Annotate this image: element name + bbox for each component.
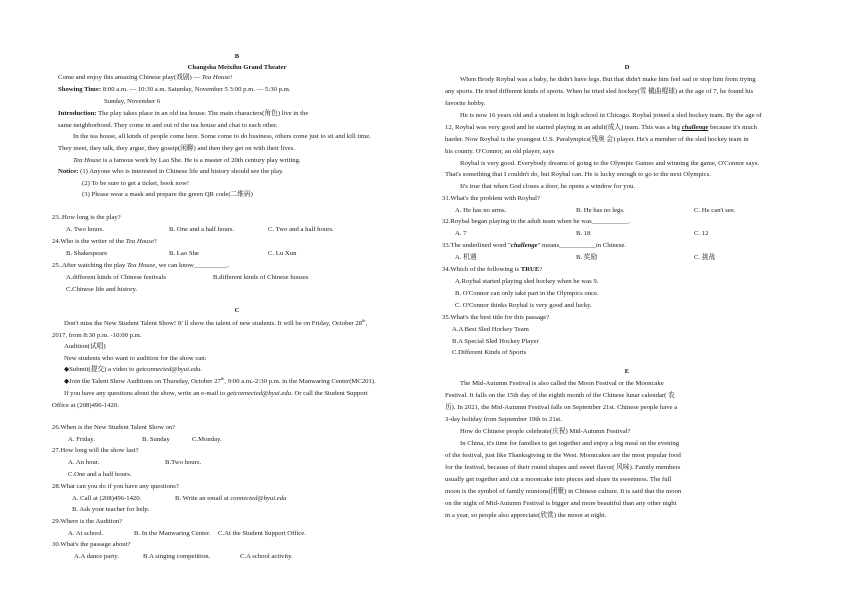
showing-time: Showing Time: 8:00 a.m. — 10:30 a.m. Saturday, November 5 3:00 p.m. — 5:30 p.m. [58,86,291,93]
question-31: 31.What's the problem with Roybal? [442,195,540,202]
q24-option-b: B. Lao She [169,250,199,257]
question-32: 32.Roybal began playing in the adult team when he was___________. [442,218,631,225]
q26-option-a: A. Friday. [68,436,95,443]
q30-option-c: C.A school activity. [240,553,293,560]
q32-option-b: B. 18 [576,230,591,237]
showing-day: Sunday, November 6 [104,98,161,105]
q27-option-a: A. An hour. [68,459,100,466]
question-23: 23..How long is the play? [52,214,121,221]
q27-option-c: C.One and a half hours. [68,471,132,478]
question-34: 34.Which of the following is TRUE? [442,266,543,273]
q30-option-a: A.A dance party. [74,553,119,560]
q26-option-c: C.Monday. [192,436,222,443]
q23-option-a: A. Two hours. [66,226,105,233]
q28-option-a: A. Call at (208)496-1420. [72,495,142,502]
question-26: 26.When is the New Student Talent Show on? [52,424,176,431]
q34-option-c: C. O'Connor thinks Roybal is very good and lucky. [455,302,592,309]
passage-d-para4: It's true that when God closes a door, he opens a window for you. [460,183,635,190]
q24-option-c: C. Lu Xun [268,250,297,257]
passage-e-para1: The Mid-Autumn Festival is also called the Moon Festival or the Mooncake [460,380,664,387]
q28-option-c: B. Ask your teacher for help. [72,506,150,513]
passage-b-para2-line2: They meet, they talk, they argue, they gossip(闲聊) and then they get on with their lives. [58,145,296,152]
passage-d-letter: D [624,64,630,71]
q33-option-a: A. 机遇 [455,254,477,261]
q31-option-a: A. He has no arms. [455,207,507,214]
passage-c-para1-line2: 2017, from 8:30 p.m. -10:00 p.m. [52,332,142,339]
q26-option-b: B. Sunday [142,436,170,443]
q23-option-c: C. Two and a half hours. [268,226,334,233]
passage-c-bullet-2: ◆Join the Talent Show Auditions on Thursday, October 27th, 9:00 a.m.-2:30 p.m. in the Manwaring Center(MC201). [64,375,376,385]
passage-b-title: Changsha Meixihu Grand Theater [187,64,287,71]
q25-option-b: B.different kinds of Chinese houses [213,274,309,281]
passage-b-intro: Come and enjoy this amazing Chinese play(戏剧) — Tea House! [58,74,233,81]
passage-e-para3-line2: of the festival, just like Thanksgiving in the West. Mooncakes are the most popular food [445,452,681,459]
passage-c-bullet-1: ◆Submit(提交) a video to getconnected@byui.edu. [64,366,202,373]
question-24: 24.Who is the writer of the Tea House? [52,238,157,245]
q30-option-b: B.A singing competition. [143,553,211,560]
passage-b-letter: B [234,53,240,60]
q35-option-b: B.A Special Sled Hockey Player [452,338,539,345]
notice-2: (2) To be sure to get a ticket, book now! [82,180,190,187]
question-33: 33.The underlined word "challenge" means___________in Chinese. [442,242,626,249]
passage-e-para2: How do Chinese people celebrate(庆祝) Mid-Autumn Festival? [460,428,631,435]
introduction: Introduction: The play takes place in an old tea house. The main characters(角色) live in the [58,110,309,117]
question-29: 29.Where is the Audition? [52,518,123,525]
passage-e-para3-line7: in a year, so people also appreciate(欣赏) the moon at night. [445,512,607,519]
q23-option-b: B. One and a half hours. [169,226,235,233]
question-35: 35.What's the best title for this passage? [442,314,550,321]
passage-e-para1-line2: Festival. It falls on the 15th day of the eighth month of the Chinese lunar calendar( 农 [445,392,675,399]
passage-c-need: New students who want to audition for the show can: [64,355,207,362]
passage-e-para3-line4: usually get together and cut a mooncake into pieces and share its sweetness. The full [445,476,672,483]
passage-d-para3-line2: That's something that I couldn't do, but Roybal can. He is lucky enough to go to the next Olympics. [445,171,711,178]
passage-e-letter: E [624,368,630,375]
passage-e-para3-line6: on the night of Mid-Autumn Festival is bigger and more beautiful than any other night [445,500,677,507]
notice-3: (3) Please wear a mask and prepare the green QR code(二维码) [82,191,253,198]
q31-option-c: C. He can't see. [694,207,736,214]
question-25: 25..After watching the play Tea House, we can know__________. [52,262,229,269]
q25-option-c: C.Chinese life and history. [66,286,138,293]
passage-d-para2-line4: his county. O'Connor, an old player, says [445,148,555,155]
q34-option-a: A.Roybal started playing sled hockey when he was 9. [455,278,599,285]
passage-c-last-line2: Office at (208)496-1420. [52,402,119,409]
q32-option-c: C. 12 [694,230,709,237]
passage-d-para1: When Brody Roybal was a baby, he didn't have legs. But that didn't make him feel sad or stop him from trying [460,76,756,83]
passage-e-para3-line3: for the festival, because of their round shapes and sweet flavor( 风味). Family members [445,464,681,471]
q29-option-c: C.At the Student Support Office. [218,530,306,537]
passage-c-last: If you have any questions about the show, write an e-mail to getconnected@byui.edu. Or call the Student Support [64,390,368,397]
passage-b-para3: Tea House is a famous work by Lao She. He is a master of 20th century play writing. [73,157,301,164]
q25-option-a: A.different kinds of Chinese festivals [66,274,166,281]
passage-d-para2-line3: harder. Now Roybal is the youngest U.S. Paralympics(残奥 会) player. He's a member of the sled hockey team in [445,136,749,143]
passage-e-para1-line4: 3-day holiday from September 19th to 21st. [445,416,562,423]
q32-option-a: A. 7 [455,230,467,237]
passage-c-para1: Don't miss the New Student Talent Show! It' ll show the talent of new students. It will be on Friday, October 28th, [64,317,368,327]
q29-option-a: A. At school. [68,530,104,537]
q33-option-c: C. 挑战 [694,254,716,261]
question-30: 30.What's the passage about? [52,541,131,548]
q31-option-b: B. He has no legs. [576,207,625,214]
passage-d-para1-line2: any sports. He tried different kinds of sports. When he tried sled hockey(雪 橇曲棍球) at the age of 7, he found his [445,88,754,95]
passage-d-para2-line2: 12, Roybal was very good and he started playing in an adult(成人) team. This was a big challenge because it's much [445,124,757,131]
passage-c-audition: Audition(试唱) [64,343,106,350]
passage-d-para3: Roybal is very good. Everybody dreams of going to the Olympic Games and winning the game, O'Connor says. [460,160,760,167]
q28-option-b: B. Write an email at connected@byui.edu [175,495,287,502]
q27-option-b: B.Two hours. [165,459,202,466]
passage-d-para1-line3: favorite hobby. [445,100,486,107]
q24-option-a: B. Shakespeare [66,250,108,257]
passage-e-para1-line3: 历). In 2021, the Mid-Autumn Festival falls on September 21st. Chinese people have a [445,404,678,411]
notice-1: Notice: (1) Anyone who is interested in Chinese life and history should see the play. [58,168,284,175]
passage-b-para2: In the tea house, all kinds of people come here. Some come to do business, others come just to sit and kill time. [73,133,371,140]
passage-e-para3-line5: moon is the symbol of family reunions(团聚) in Chinese culture. It is said that the moon [445,488,682,495]
question-27: 27.How long will the show last? [52,447,139,454]
q34-option-b: B. O'Connor can only take part in the Olympics once. [455,290,599,297]
q29-option-b: B. In the Manwaring Center. [134,530,211,537]
passage-d-para2: He is now 16 years old and a student in high school in Chicago. Roybal joined a sled hockey team. By the age of [460,112,762,119]
question-28: 28.What can you do if you have any questions? [52,483,179,490]
q35-option-c: C.Different Kinds of Sports [452,349,527,356]
q35-option-a: A.A Best Sled Hockey Team [452,326,529,333]
introduction-line2: same neighborhood. They come in and out of the tea house and chat to each other. [58,122,278,129]
q33-option-b: B. 奖励 [576,254,598,261]
passage-e-para3: In China, it's time for families to get together and enjoy a big meal on the evening [460,440,680,447]
passage-c-letter: C [234,307,240,314]
